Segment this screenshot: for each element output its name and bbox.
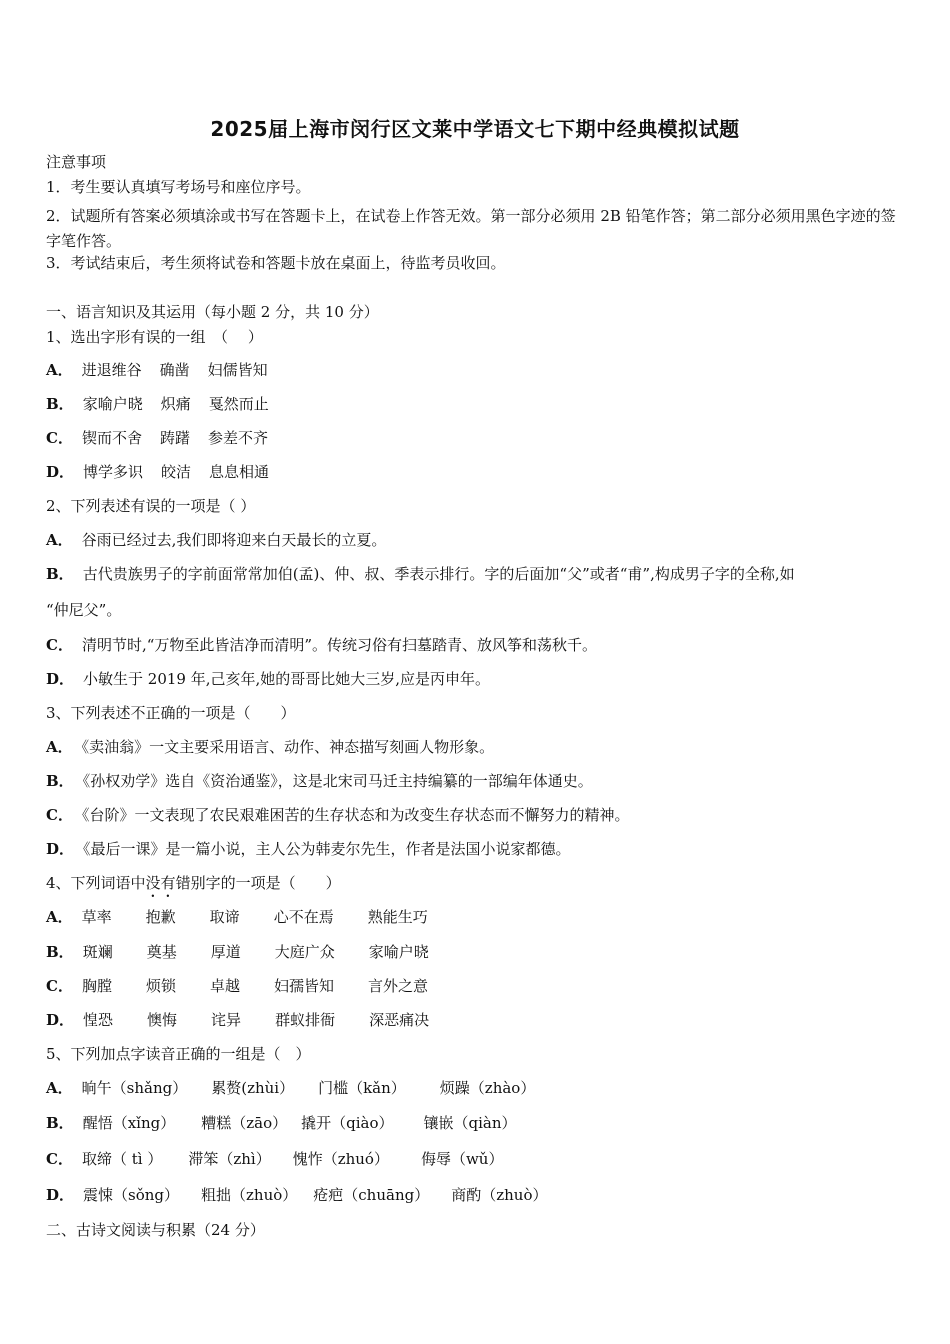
question-3-stem: 3、下列表述不正确的一项是（ ） [46, 704, 296, 722]
option-word: 晌午（shǎng） [81, 1079, 188, 1097]
q1-option-b [46, 395, 287, 413]
option-word: 取缔（ tì ） [81, 1150, 163, 1168]
option-word: 撬开（qiào） [301, 1114, 394, 1132]
option-label: A． [46, 908, 73, 926]
q2-option-b [46, 565, 795, 583]
option-word: 懊悔 [147, 1011, 178, 1029]
option-word: 烦锁 [145, 977, 176, 995]
option-word: 厚道 [210, 943, 241, 961]
option-label: A． [46, 361, 73, 379]
option-label: B． [46, 395, 74, 413]
q5-option-b [46, 1114, 535, 1132]
option-word: 胸膛 [81, 977, 112, 995]
q2-option-c [46, 636, 597, 654]
section-1-heading: 一、语言知识及其运用（每小题 2 分，共 10 分） [46, 303, 379, 321]
option-label: D． [46, 1011, 75, 1029]
option-label: C． [46, 806, 73, 824]
option-label: C． [46, 977, 73, 995]
q2-option-a [46, 531, 386, 549]
option-word: 确凿 [159, 361, 190, 379]
option-text: 《最后一课》是一篇小说，主人公为韩麦尔先生，作者是法国小说家都德。 [83, 840, 571, 858]
option-word: 烦躁（zhào） [439, 1079, 536, 1097]
option-word: 疮疤（chuāng） [313, 1186, 430, 1204]
q3-option-d [46, 840, 571, 858]
option-word: 皎洁 [161, 463, 192, 481]
stem-emphasis: 没有 [145, 874, 176, 892]
option-word: 言外之意 [368, 977, 429, 995]
q1-option-a [46, 361, 286, 379]
option-word: 息息相通 [209, 463, 270, 481]
question-1-stem: 1、选出字形有误的一组 （ ） [46, 328, 263, 346]
option-label: D． [46, 840, 75, 858]
option-word: 醒悟（xǐng） [82, 1114, 176, 1132]
option-word: 侮辱（wǔ） [420, 1150, 504, 1168]
q3-option-a [46, 738, 494, 756]
option-label: B． [46, 1114, 74, 1132]
option-word: 门槛（kǎn） [318, 1079, 406, 1097]
option-word: 大庭广众 [274, 943, 335, 961]
option-label: C． [46, 1150, 73, 1168]
option-word: 诧异 [211, 1011, 242, 1029]
option-word: 滞笨（zhì） [188, 1150, 271, 1168]
q4-option-b [46, 943, 447, 961]
option-word: 心不在焉 [273, 908, 334, 926]
q4-option-d [46, 1011, 447, 1029]
option-word: 家喻户晓 [368, 943, 429, 961]
notice-item-3: 3．考试结束后，考生须将试卷和答题卡放在桌面上，待监考员收回。 [46, 254, 506, 272]
notice-item-1: 1．考生要认真填写考场号和座位序号。 [46, 178, 311, 196]
q5-option-a [46, 1079, 553, 1097]
option-word: 戛然而止 [208, 395, 269, 413]
section-2-heading: 二、古诗文阅读与积累（24 分） [46, 1221, 265, 1239]
q2-option-b-continued: “仲尼父”。 [46, 601, 122, 619]
option-word: 斑斓 [82, 943, 113, 961]
option-word: 妇孺皆知 [274, 977, 335, 995]
option-text: 《孙权劝学》选自《资治通鉴》，这是北宋司马迁主持编纂的一部编年体通史。 [82, 772, 593, 790]
q1-option-d [46, 463, 287, 481]
option-word: 糟糕（zāo） [201, 1114, 288, 1132]
option-word: 抱歉 [145, 908, 176, 926]
option-word: 累赘(zhùi） [211, 1079, 295, 1097]
option-label: C． [46, 429, 73, 447]
option-word: 愧怍（zhuó） [292, 1150, 389, 1168]
q3-option-b [46, 772, 593, 790]
option-word: 惶恐 [83, 1011, 114, 1029]
option-label: D． [46, 670, 75, 688]
notice-item-2: 2．试题所有答案必须填涂或书写在答题卡上，在试卷上作答无效。第一部分必须用 2B 铅笔作答；第二部分必须用黑色字迹的签字笔作答。 [46, 207, 896, 250]
option-word: 镶嵌（qiàn） [423, 1114, 517, 1132]
option-word: 熟能生巧 [367, 908, 428, 926]
question-5-stem: 5、下列加点字读音正确的一组是（ ） [46, 1045, 311, 1063]
option-label: A． [46, 738, 73, 756]
option-label: B． [46, 565, 74, 583]
option-label: A． [46, 531, 73, 549]
q3-option-c [46, 806, 629, 824]
option-word: 奠基 [146, 943, 177, 961]
option-label: A． [46, 1079, 73, 1097]
option-word: 粗拙（zhuò） [201, 1186, 298, 1204]
q5-option-c [46, 1150, 521, 1168]
option-text: 清明节时,“万物至此皆洁净而清明”。传统习俗有扫墓踏青、放风筝和荡秋千。 [81, 636, 598, 654]
option-label: D． [46, 1186, 75, 1204]
option-text: 小敏生于 2019 年,己亥年,她的哥哥比她大三岁,应是丙申年。 [83, 670, 491, 688]
option-text: 谷雨已经过去,我们即将迎来白天最长的立夏。 [81, 531, 387, 549]
option-word: 踌躇 [159, 429, 190, 447]
question-4-stem [46, 874, 341, 901]
option-word: 商酌（zhuò） [451, 1186, 548, 1204]
option-word: 卓越 [209, 977, 240, 995]
stem-part: 错别字的一项是（ ） [175, 874, 341, 892]
option-word: 震悚（sǒng） [83, 1186, 180, 1204]
option-label: D． [46, 463, 75, 481]
option-word: 进退维谷 [81, 361, 142, 379]
option-word: 草率 [81, 908, 112, 926]
option-word: 妇儒皆知 [207, 361, 268, 379]
option-word: 锲而不舍 [81, 429, 142, 447]
q4-option-a [46, 908, 446, 926]
question-2-stem: 2、下列表述有误的一项是（ ） [46, 497, 256, 515]
q2-option-d [46, 670, 490, 688]
q4-option-c [46, 977, 446, 995]
option-label: C． [46, 636, 73, 654]
option-word: 深恶痛决 [369, 1011, 430, 1029]
notice-heading: 注意事项 [46, 153, 107, 171]
option-text: 古代贵族男子的字前面常常加伯(孟)、仲、叔、季表示排行。字的后面加“父”或者“甫”,构成男子字的全称,如 [82, 565, 795, 583]
option-word: 群蚁排衙 [275, 1011, 336, 1029]
q5-option-d [46, 1186, 565, 1204]
option-label: B． [46, 943, 74, 961]
option-text: 《台阶》一文表现了农民艰难困苦的生存状态和为改变生存状态而不懈努力的精神。 [81, 806, 630, 824]
option-word: 博学多识 [83, 463, 144, 481]
option-word: 参差不齐 [207, 429, 268, 447]
option-label: B． [46, 772, 74, 790]
option-word: 炽痛 [160, 395, 191, 413]
option-text: 《卖油翁》一文主要采用语言、动作、神态描写刻画人物形象。 [81, 738, 495, 756]
option-word: 取谛 [209, 908, 240, 926]
q1-option-c [46, 429, 286, 447]
page-title: 2025届上海市闵行区文莱中学语文七下期中经典模拟试题 [210, 117, 740, 141]
stem-part: 4、下列词语中 [46, 874, 146, 892]
option-word: 家喻户晓 [82, 395, 143, 413]
